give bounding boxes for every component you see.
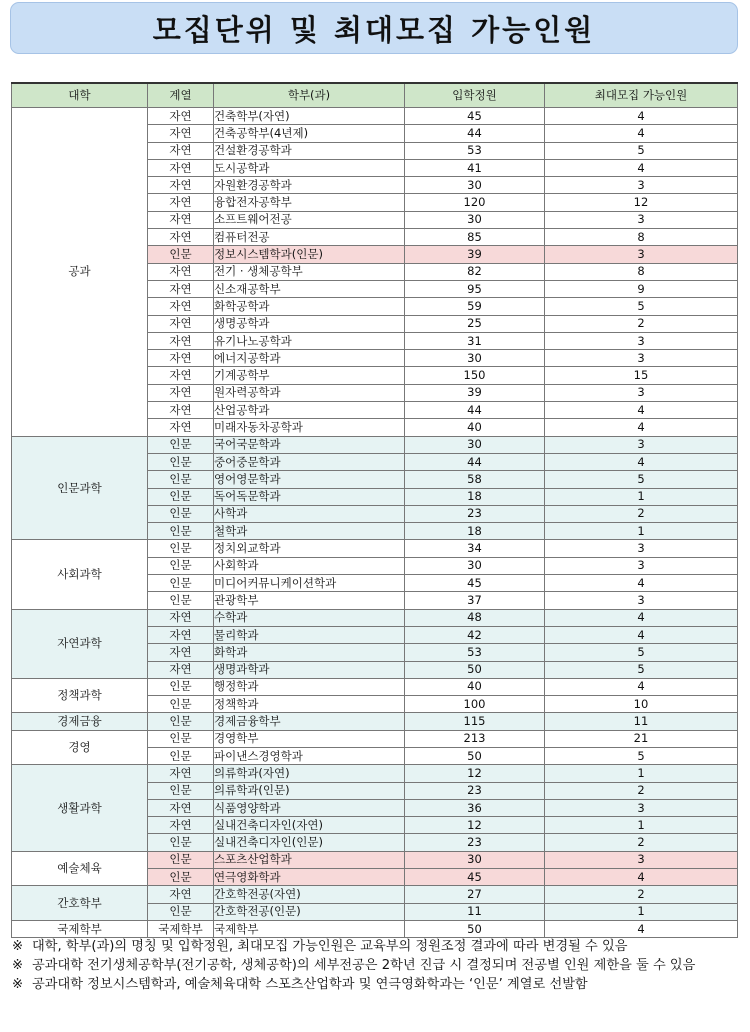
header-max-recruit: 최대모집 가능인원: [545, 83, 738, 108]
department-cell: 실내건축디자인(자연): [214, 817, 405, 834]
department-cell: 도시공학과: [214, 159, 405, 176]
quota-cell: 150: [405, 367, 545, 384]
quota-cell: 23: [405, 782, 545, 799]
department-cell: 미디어커뮤니케이션학과: [214, 575, 405, 592]
max-recruit-cell: 3: [545, 246, 738, 263]
quota-cell: 45: [405, 869, 545, 886]
quota-cell: 11: [405, 903, 545, 920]
department-cell: 원자력공학과: [214, 384, 405, 401]
quota-cell: 45: [405, 575, 545, 592]
max-recruit-cell: 4: [545, 609, 738, 626]
track-cell: 인문: [148, 557, 214, 574]
quota-cell: 37: [405, 592, 545, 609]
max-recruit-cell: 2: [545, 782, 738, 799]
table-row: [12, 886, 738, 903]
department-cell: 실내건축디자인(인문): [214, 834, 405, 851]
track-cell: 인문: [148, 747, 214, 764]
department-cell: 수학과: [214, 609, 405, 626]
max-recruit-cell: 3: [545, 592, 738, 609]
department-cell: 국제학부: [214, 920, 405, 937]
quota-cell: 12: [405, 817, 545, 834]
university-cell: 경제금융: [12, 713, 148, 730]
note-mark: ※: [12, 958, 24, 973]
max-recruit-cell: 2: [545, 505, 738, 522]
track-cell: 자연: [148, 626, 214, 643]
department-cell: 행정학과: [214, 678, 405, 695]
max-recruit-cell: 8: [545, 229, 738, 246]
note-mark: ※: [12, 939, 24, 954]
department-cell: 사회학과: [214, 557, 405, 574]
department-cell: 관광학부: [214, 592, 405, 609]
quota-cell: 85: [405, 229, 545, 246]
note-3: [12, 975, 738, 994]
department-cell: 정보시스템학과(인문): [214, 246, 405, 263]
track-cell: 인문: [148, 696, 214, 713]
table-row: [12, 765, 738, 782]
track-cell: 자연: [148, 280, 214, 297]
track-cell: 인문: [148, 471, 214, 488]
quota-cell: 31: [405, 332, 545, 349]
max-recruit-cell: 1: [545, 817, 738, 834]
department-cell: 중어중문학과: [214, 453, 405, 470]
max-recruit-cell: 4: [545, 125, 738, 142]
quota-cell: 30: [405, 177, 545, 194]
track-cell: 자연: [148, 384, 214, 401]
department-cell: 식품영양학과: [214, 799, 405, 816]
track-cell: 자연: [148, 125, 214, 142]
track-cell: 자연: [148, 644, 214, 661]
table-row: [12, 730, 738, 747]
department-cell: 건설환경공학과: [214, 142, 405, 159]
max-recruit-cell: 4: [545, 453, 738, 470]
track-cell: 인문: [148, 575, 214, 592]
max-recruit-cell: 1: [545, 523, 738, 540]
department-cell: 의류학과(자연): [214, 765, 405, 782]
department-cell: 컴퓨터전공: [214, 229, 405, 246]
track-cell: 인문: [148, 436, 214, 453]
track-cell: 자연: [148, 142, 214, 159]
max-recruit-cell: 5: [545, 471, 738, 488]
department-cell: 기계공학부: [214, 367, 405, 384]
max-recruit-cell: 4: [545, 575, 738, 592]
department-cell: 연극영화학과: [214, 869, 405, 886]
max-recruit-cell: 10: [545, 696, 738, 713]
track-cell: 자연: [148, 159, 214, 176]
quota-cell: 59: [405, 298, 545, 315]
quota-cell: 120: [405, 194, 545, 211]
note-text: 대학, 학부(과)의 명칭 및 입학정원, 최대모집 가능인원은 교육부의 정원조정 결과에 따라 변경될 수 있음: [32, 939, 628, 954]
max-recruit-cell: 3: [545, 211, 738, 228]
track-cell: 인문: [148, 505, 214, 522]
track-cell: 인문: [148, 834, 214, 851]
max-recruit-cell: 4: [545, 869, 738, 886]
quota-cell: 23: [405, 505, 545, 522]
table-row: [12, 678, 738, 695]
max-recruit-cell: 1: [545, 903, 738, 920]
quota-cell: 50: [405, 747, 545, 764]
table-row: [12, 920, 738, 937]
table-header-row: [12, 83, 738, 108]
department-cell: 융합전자공학부: [214, 194, 405, 211]
department-cell: 철학과: [214, 523, 405, 540]
department-cell: 자원환경공학과: [214, 177, 405, 194]
table-row: [12, 609, 738, 626]
max-recruit-cell: 5: [545, 644, 738, 661]
max-recruit-cell: 5: [545, 661, 738, 678]
quota-cell: 50: [405, 661, 545, 678]
max-recruit-cell: 4: [545, 920, 738, 937]
max-recruit-cell: 11: [545, 713, 738, 730]
quota-cell: 30: [405, 557, 545, 574]
track-cell: 인문: [148, 851, 214, 868]
track-cell: 인문: [148, 903, 214, 920]
track-cell: 인문: [148, 678, 214, 695]
track-cell: 인문: [148, 488, 214, 505]
quota-cell: 12: [405, 765, 545, 782]
track-cell: 인문: [148, 453, 214, 470]
track-cell: 인문: [148, 592, 214, 609]
max-recruit-cell: 3: [545, 851, 738, 868]
track-cell: 국제학부: [148, 920, 214, 937]
university-cell: 간호학부: [12, 886, 148, 921]
table-row: [12, 436, 738, 453]
max-recruit-cell: 21: [545, 730, 738, 747]
quota-cell: 50: [405, 920, 545, 937]
track-cell: 인문: [148, 246, 214, 263]
quota-cell: 30: [405, 851, 545, 868]
quota-cell: 40: [405, 419, 545, 436]
department-cell: 정치외교학과: [214, 540, 405, 557]
university-cell: 생활과학: [12, 765, 148, 851]
max-recruit-cell: 3: [545, 384, 738, 401]
max-recruit-cell: 4: [545, 402, 738, 419]
quota-cell: 30: [405, 211, 545, 228]
department-cell: 스포츠산업학과: [214, 851, 405, 868]
track-cell: 인문: [148, 713, 214, 730]
max-recruit-cell: 3: [545, 177, 738, 194]
max-recruit-cell: 2: [545, 315, 738, 332]
max-recruit-cell: 12: [545, 194, 738, 211]
department-cell: 의류학과(인문): [214, 782, 405, 799]
track-cell: 자연: [148, 315, 214, 332]
max-recruit-cell: 3: [545, 540, 738, 557]
department-cell: 영어영문학과: [214, 471, 405, 488]
department-cell: 소프트웨어전공: [214, 211, 405, 228]
quota-cell: 18: [405, 488, 545, 505]
department-cell: 화학공학과: [214, 298, 405, 315]
max-recruit-cell: 9: [545, 280, 738, 297]
university-cell: 경영: [12, 730, 148, 765]
department-cell: 미래자동차공학과: [214, 419, 405, 436]
quota-table: [11, 82, 738, 938]
max-recruit-cell: 4: [545, 626, 738, 643]
note-text: 공과대학 정보시스템학과, 예술체육대학 스포츠산업학과 및 연극영화학과는 ‘인문’ 계열로 선발함: [32, 977, 588, 992]
department-cell: 건축학부(자연): [214, 108, 405, 125]
quota-cell: 44: [405, 453, 545, 470]
department-cell: 독어독문학과: [214, 488, 405, 505]
quota-cell: 100: [405, 696, 545, 713]
quota-cell: 213: [405, 730, 545, 747]
department-cell: 신소재공학부: [214, 280, 405, 297]
max-recruit-cell: 5: [545, 142, 738, 159]
max-recruit-cell: 4: [545, 678, 738, 695]
header-department: 학부(과): [214, 83, 405, 108]
track-cell: 자연: [148, 886, 214, 903]
track-cell: 자연: [148, 817, 214, 834]
track-cell: 인문: [148, 869, 214, 886]
university-cell: 공과: [12, 108, 148, 437]
max-recruit-cell: 15: [545, 367, 738, 384]
track-cell: 자연: [148, 367, 214, 384]
track-cell: 자연: [148, 609, 214, 626]
max-recruit-cell: 5: [545, 298, 738, 315]
max-recruit-cell: 3: [545, 332, 738, 349]
department-cell: 간호학전공(인문): [214, 903, 405, 920]
track-cell: 자연: [148, 350, 214, 367]
header-university: 대학: [12, 83, 148, 108]
track-cell: 자연: [148, 799, 214, 816]
note-text: 공과대학 전기생체공학부(전기공학, 생체공학)의 세부전공은 2학년 진급 시 결정되며 전공별 인원 제한을 둘 수 있음: [32, 958, 696, 973]
note-mark: ※: [12, 977, 24, 992]
department-cell: 정책학과: [214, 696, 405, 713]
max-recruit-cell: 4: [545, 108, 738, 125]
track-cell: 자연: [148, 108, 214, 125]
track-cell: 자연: [148, 402, 214, 419]
department-cell: 간호학전공(자연): [214, 886, 405, 903]
track-cell: 자연: [148, 229, 214, 246]
table-row: [12, 540, 738, 557]
quota-cell: 44: [405, 125, 545, 142]
table-body: [12, 108, 738, 938]
university-cell: 국제학부: [12, 920, 148, 937]
quota-cell: 30: [405, 350, 545, 367]
quota-cell: 34: [405, 540, 545, 557]
department-cell: 전기 · 생체공학부: [214, 263, 405, 280]
track-cell: 자연: [148, 194, 214, 211]
quota-cell: 39: [405, 384, 545, 401]
department-cell: 에너지공학과: [214, 350, 405, 367]
track-cell: 자연: [148, 661, 214, 678]
quota-cell: 45: [405, 108, 545, 125]
quota-cell: 58: [405, 471, 545, 488]
notes: [12, 937, 738, 994]
department-cell: 파이낸스경영학과: [214, 747, 405, 764]
table-row: [12, 713, 738, 730]
department-cell: 건축공학부(4년제): [214, 125, 405, 142]
quota-cell: 82: [405, 263, 545, 280]
department-cell: 경영학부: [214, 730, 405, 747]
track-cell: 인문: [148, 730, 214, 747]
note-2: [12, 956, 738, 975]
quota-cell: 42: [405, 626, 545, 643]
track-cell: 자연: [148, 211, 214, 228]
header-track: 계열: [148, 83, 214, 108]
quota-cell: 23: [405, 834, 545, 851]
quota-cell: 115: [405, 713, 545, 730]
max-recruit-cell: 4: [545, 159, 738, 176]
track-cell: 자연: [148, 177, 214, 194]
quota-cell: 30: [405, 436, 545, 453]
track-cell: 자연: [148, 332, 214, 349]
max-recruit-cell: 3: [545, 436, 738, 453]
max-recruit-cell: 2: [545, 886, 738, 903]
quota-cell: 18: [405, 523, 545, 540]
university-cell: 정책과학: [12, 678, 148, 713]
track-cell: 인문: [148, 540, 214, 557]
max-recruit-cell: 4: [545, 419, 738, 436]
max-recruit-cell: 2: [545, 834, 738, 851]
note-1: [12, 937, 738, 956]
max-recruit-cell: 1: [545, 488, 738, 505]
university-cell: 예술체육: [12, 851, 148, 886]
max-recruit-cell: 1: [545, 765, 738, 782]
page-title: 모집단위 및 최대모집 가능인원: [152, 12, 596, 47]
max-recruit-cell: 3: [545, 350, 738, 367]
department-cell: 사학과: [214, 505, 405, 522]
track-cell: 자연: [148, 263, 214, 280]
department-cell: 국어국문학과: [214, 436, 405, 453]
track-cell: 자연: [148, 419, 214, 436]
quota-cell: 95: [405, 280, 545, 297]
quota-cell: 25: [405, 315, 545, 332]
department-cell: 생명공학과: [214, 315, 405, 332]
university-cell: 자연과학: [12, 609, 148, 678]
track-cell: 인문: [148, 782, 214, 799]
university-cell: 사회과학: [12, 540, 148, 609]
quota-cell: 48: [405, 609, 545, 626]
max-recruit-cell: 3: [545, 799, 738, 816]
quota-cell: 53: [405, 644, 545, 661]
table-row: [12, 108, 738, 125]
quota-cell: 36: [405, 799, 545, 816]
track-cell: 인문: [148, 523, 214, 540]
department-cell: 화학과: [214, 644, 405, 661]
track-cell: 자연: [148, 298, 214, 315]
quota-cell: 53: [405, 142, 545, 159]
quota-cell: 44: [405, 402, 545, 419]
quota-cell: 41: [405, 159, 545, 176]
quota-cell: 27: [405, 886, 545, 903]
max-recruit-cell: 8: [545, 263, 738, 280]
university-cell: 인문과학: [12, 436, 148, 540]
max-recruit-cell: 5: [545, 747, 738, 764]
table-row: [12, 851, 738, 868]
department-cell: 생명과학과: [214, 661, 405, 678]
track-cell: 자연: [148, 765, 214, 782]
quota-cell: 39: [405, 246, 545, 263]
department-cell: 유기나노공학과: [214, 332, 405, 349]
department-cell: 물리학과: [214, 626, 405, 643]
title-banner: [10, 2, 738, 54]
header-quota: 입학정원: [405, 83, 545, 108]
department-cell: 산업공학과: [214, 402, 405, 419]
quota-cell: 40: [405, 678, 545, 695]
department-cell: 경제금융학부: [214, 713, 405, 730]
max-recruit-cell: 3: [545, 557, 738, 574]
